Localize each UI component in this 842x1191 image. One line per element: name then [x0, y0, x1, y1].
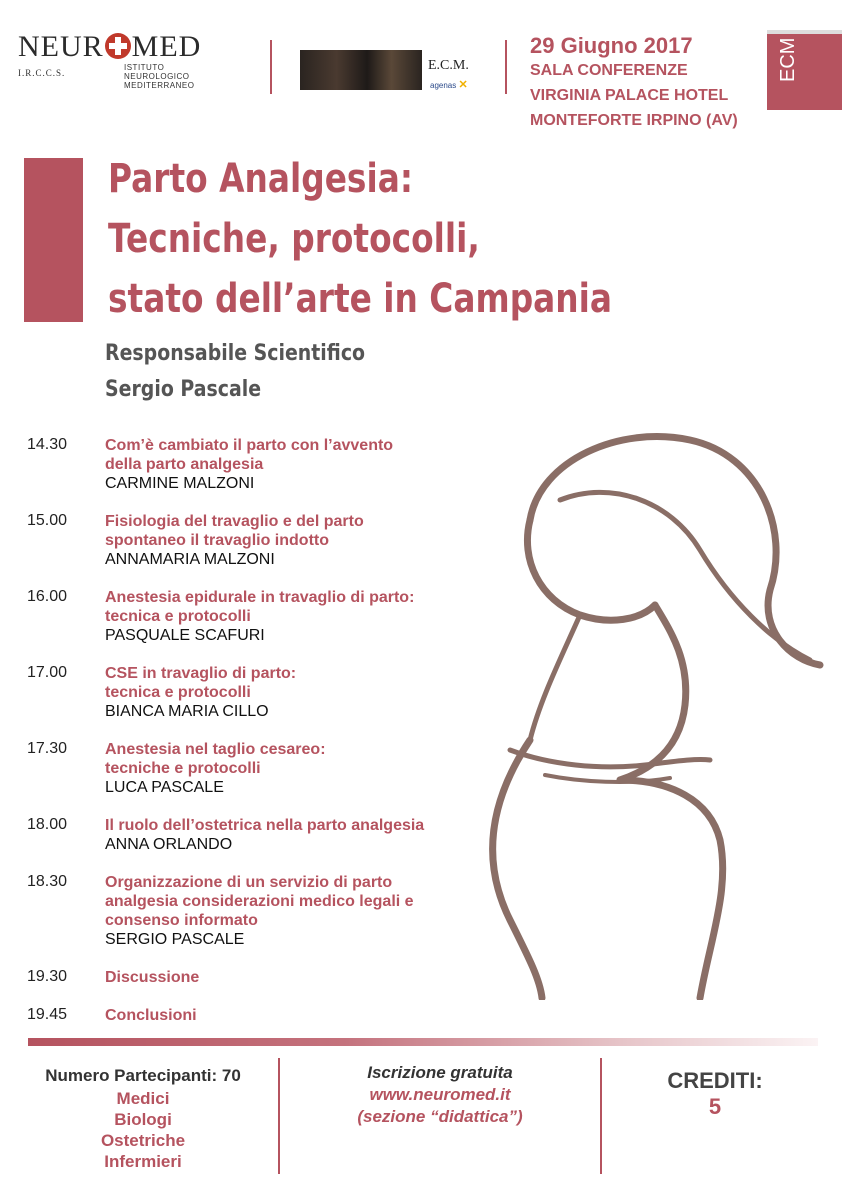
agenas-x-icon: ✕ [458, 79, 468, 91]
program-time: 19.45 [27, 1006, 68, 1023]
program-time: 15.00 [27, 512, 68, 529]
program-item-speaker: BIANCA MARIA CILLO [105, 703, 269, 720]
program-item-title: Anestesia epidurale in travaglio di parto: [105, 589, 415, 606]
logo-subtitle: I.R.C.C.S. [18, 68, 66, 78]
program-item-speaker: ANNA ORLANDO [105, 836, 233, 853]
header-divider [505, 40, 507, 94]
program-time: 17.00 [27, 664, 68, 681]
program-item-title: Organizzazione di un servizio di parto [105, 874, 393, 891]
responsabile-name: Sergio Pascale [105, 377, 262, 402]
neuromed-logo [18, 32, 201, 62]
credits-label: CREDITI: [667, 1068, 763, 1093]
credits-value: 5 [708, 1094, 722, 1119]
title-line: Parto Analgesia: [108, 156, 413, 202]
pregnant-woman-illustration [470, 420, 830, 1000]
program-item-title: analgesia considerazioni medico legali e [105, 893, 414, 910]
logo-inst-line: MEDITERRANEO [124, 81, 195, 90]
responsabile-label: Responsabile Scientifico [105, 341, 366, 366]
title-line: Tecniche, protocolli, [108, 216, 480, 262]
website-link[interactable]: www.neuromed.it [369, 1085, 511, 1104]
program-item-title: Anestesia nel taglio cesareo: [105, 741, 326, 758]
profession-item: Ostetriche [100, 1131, 186, 1150]
program-item-speaker: ANNAMARIA MALZONI [105, 551, 275, 568]
program-item-title: Il ruolo dell’ostetrica nella parto analgesia [105, 817, 425, 834]
program-item-title: CSE in travaglio di parto: [105, 665, 297, 682]
ecm-badge-text: ECM [777, 37, 799, 82]
profession-item: Medici [116, 1089, 170, 1108]
program-item-title: Conclusioni [105, 1007, 197, 1024]
program-time: 17.30 [27, 740, 68, 757]
program-item [105, 664, 485, 721]
registration-block [300, 1062, 580, 1128]
participants-label: Numero Partecipanti: 70 [45, 1066, 241, 1085]
professions-list [28, 1088, 258, 1172]
program-item [105, 968, 485, 987]
program-item-title: tecnica e protocolli [105, 608, 251, 625]
logo-inst-line: NEUROLOGICO [124, 72, 190, 81]
participants-block [28, 1066, 258, 1172]
title-accent-bar [24, 158, 83, 322]
program-item-speaker: CARMINE MALZONI [105, 475, 255, 492]
program-time: 18.00 [27, 816, 68, 833]
profession-item: Biologi [114, 1110, 172, 1129]
event-info [530, 33, 738, 133]
program-item-title: tecnica e protocolli [105, 684, 251, 701]
header-divider [270, 40, 272, 94]
agenas-label: agenas [430, 81, 457, 90]
ecm-logo-label: E.C.M. [428, 58, 469, 73]
event-date: 29 Giugno 2017 [530, 33, 693, 58]
program-time: 19.30 [27, 968, 68, 985]
program-item [105, 588, 485, 645]
logo-text-part1: NEUR [18, 30, 104, 63]
logo-text-part2: MED [131, 30, 202, 63]
program-item-title: tecniche e protocolli [105, 760, 261, 777]
program-item-speaker: PASQUALE SCAFURI [105, 627, 265, 644]
ecm-badge [767, 30, 842, 110]
program-item-speaker: LUCA PASCALE [105, 779, 224, 796]
section-note: (sezione “didattica”) [357, 1107, 523, 1126]
program-item-title: della parto analgesia [105, 456, 264, 473]
program-item [105, 512, 485, 569]
logo-inst-line: ISTITUTO [124, 63, 165, 72]
program-time: 18.30 [27, 873, 68, 890]
agenas-logo [430, 78, 468, 91]
program-item-title: consenso informato [105, 912, 258, 929]
title-line: stato dell’arte in Campania [108, 276, 613, 322]
logo-cross-icon [105, 33, 131, 59]
credits-block [640, 1068, 790, 1120]
event-venue-line: MONTEFORTE IRPINO (AV) [530, 112, 738, 129]
program-item-speaker: SERGIO PASCALE [105, 931, 245, 948]
painting-image [300, 50, 422, 90]
program-item [105, 436, 485, 493]
program-item [105, 873, 485, 949]
program-item [105, 1006, 485, 1025]
program-item [105, 740, 485, 797]
footer-divider [278, 1058, 280, 1174]
program-time: 14.30 [27, 436, 68, 453]
program-item-title: Com’è cambiato il parto con l’avvento [105, 437, 394, 454]
program-item-title: spontaneo il travaglio indotto [105, 532, 329, 549]
logo-institute-name [124, 63, 194, 90]
footer-gradient-bar [28, 1038, 818, 1046]
event-venue-line: SALA CONFERENZE [530, 62, 688, 79]
program-item-title: Fisiologia del travaglio e del parto [105, 513, 364, 530]
program-time: 16.00 [27, 588, 68, 605]
footer-divider [600, 1058, 602, 1174]
program-item [105, 816, 485, 854]
event-venue-line: VIRGINIA PALACE HOTEL [530, 87, 729, 104]
profession-item: Infermieri [104, 1152, 182, 1171]
registration-label: Iscrizione gratuita [367, 1063, 513, 1082]
program-item-title: Discussione [105, 969, 200, 986]
